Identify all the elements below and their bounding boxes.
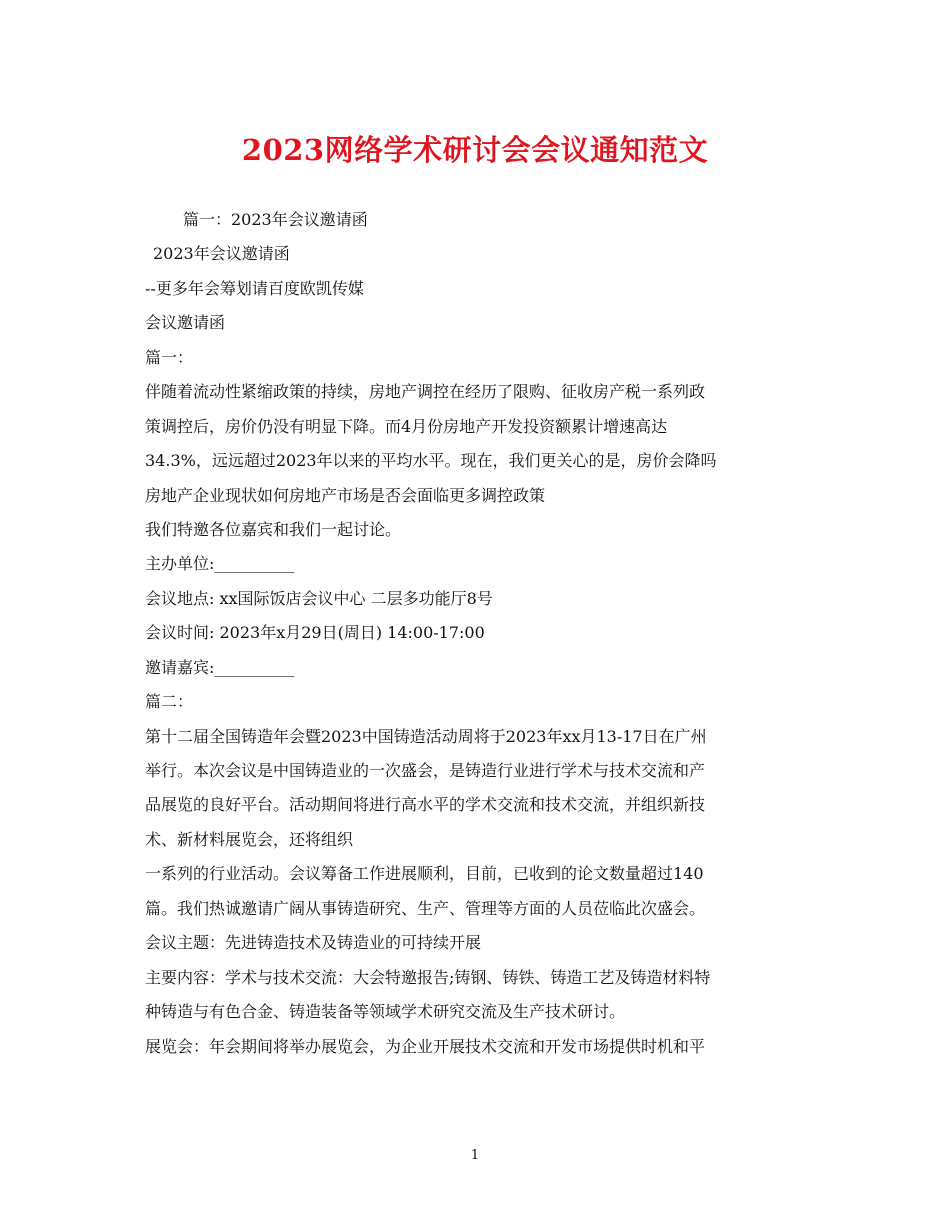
section-heading: 篇二： — [145, 692, 194, 712]
paragraph-line: 策调控后，房价仍没有明显下降。而4月份房地产开发投资额累计增速高达 — [145, 416, 668, 436]
document-body — [145, 203, 825, 1064]
section-heading: 篇一：2023年会议邀请函 — [183, 210, 368, 229]
document-title: 2023网络学术研讨会会议通知范文 — [241, 133, 709, 167]
paragraph-line: 34.3%，远远超过2023年以来的平均水平。现在，我们更关心的是，房价会降吗 — [145, 451, 717, 471]
paragraph-line: 术、新材料展览会，还将组织 — [145, 829, 354, 849]
paragraph-line: 篇。我们热诚邀请广阔从事铸造研究、生产、管理等方面的人员莅临此次盛会。 — [145, 898, 706, 918]
paragraph-line: 品展览的良好平台。活动期间将进行高水平的学术交流和技术交流，并组织新技 — [145, 795, 706, 815]
page-number: 1 — [470, 1148, 480, 1163]
section-heading: 篇一： — [145, 347, 194, 367]
organizer-field: 主办单位:__________ — [145, 554, 295, 574]
theme-field: 会议主题：先进铸造技术及铸造业的可持续开展 — [145, 933, 482, 953]
paragraph-line: 种铸造与有色合金、铸造装备等领域学术研究交流及生产技术研讨。 — [145, 1002, 626, 1022]
venue-field: 会议地点: xx国际饭店会议中心 二层多功能厅8号 — [145, 588, 493, 608]
paragraph-line: 会议邀请函 — [145, 313, 226, 333]
paragraph-line: 房地产企业现状如何房地产市场是否会面临更多调控政策 — [145, 485, 546, 505]
paragraph-line: 第十二届全国铸造年会暨2023中国铸造活动周将于2023年xx月13-17日在广州 — [145, 726, 707, 746]
time-field: 会议时间: 2023年x月29日(周日) 14:00-17:00 — [145, 623, 485, 643]
paragraph-line: 2023年会议邀请函 — [153, 244, 290, 264]
paragraph-line: 一系列的行业活动。会议筹备工作进展顺利，目前，已收到的论文数量超过140 — [145, 864, 704, 884]
paragraph-line: 举行。本次会议是中国铸造业的一次盛会，是铸造行业进行学术与技术交流和产 — [145, 761, 706, 780]
paragraph-line: 展览会：年会期间将举办展览会，为企业开展技术交流和开发市场提供时机和平 — [145, 1036, 706, 1056]
guests-field: 邀请嘉宾:__________ — [145, 657, 295, 677]
paragraph-line: 主要内容：学术与技术交流：大会特邀报告;铸钢、铸铁、铸造工艺及铸造材料特 — [145, 967, 711, 987]
paragraph-line: 我们特邀各位嘉宾和我们一起讨论。 — [145, 519, 402, 539]
paragraph-line: 伴随着流动性紧缩政策的持续，房地产调控在经历了限购、征收房产税一系列政 — [145, 382, 706, 402]
paragraph-line: --更多年会筹划请百度欧凯传媒 — [145, 278, 364, 298]
